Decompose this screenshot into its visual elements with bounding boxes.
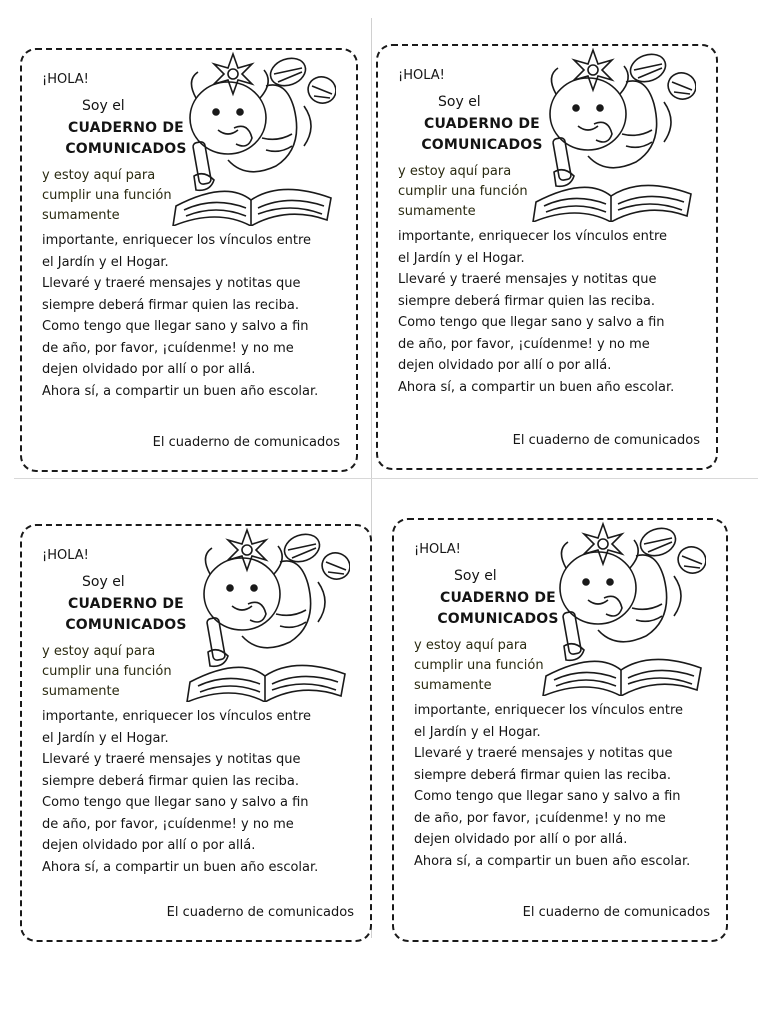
body-line: dejen olvidado por allí o por allá. <box>42 362 256 377</box>
signature: El cuaderno de comunicados <box>512 433 700 448</box>
cut-line-horizontal <box>14 478 758 479</box>
body-text <box>398 226 702 398</box>
body-line: importante, enriquecer los vínculos entre <box>414 703 684 718</box>
intro-soy: Soy el <box>82 98 125 114</box>
body-line: Llevaré y traeré mensajes y notitas que <box>42 752 301 767</box>
body-line: de año, por favor, ¡cuídenme! y no me <box>42 340 294 356</box>
intro-line: cumplir una función <box>42 664 172 679</box>
intro-line: y estoy aquí para <box>414 638 528 653</box>
title-line-1: CUADERNO DE <box>68 120 184 136</box>
body-line: siempre deberá firmar quien las reciba. <box>414 767 671 783</box>
title-line-2: COMUNICADOS <box>65 141 187 157</box>
body-line: Ahora sí, a compartir un buen año escolar. <box>398 379 675 395</box>
card-title <box>42 118 210 160</box>
notebook-card-2 <box>376 44 718 470</box>
body-line: Llevaré y traeré mensajes y notitas que <box>398 272 657 287</box>
notebook-card-1 <box>20 48 358 472</box>
body-line: dejen olvidado por allí o por allá. <box>42 838 256 853</box>
notebook-card-3 <box>20 524 372 942</box>
body-line: Como tengo que llegar sano y salvo a fin <box>42 795 309 810</box>
title-line-1: CUADERNO DE <box>440 590 556 606</box>
body-line: siempre deberá firmar quien las reciba. <box>398 293 655 309</box>
body-line: importante, enriquecer los vínculos entre <box>42 709 312 724</box>
body-line: el Jardín y el Hogar. <box>398 250 525 266</box>
intro-line: cumplir una función <box>414 658 544 673</box>
body-line: de año, por favor, ¡cuídenme! y no me <box>42 816 294 832</box>
intro-soy: Soy el <box>438 94 481 110</box>
body-line: importante, enriquecer los vínculos entre <box>42 233 312 248</box>
intro-soy: Soy el <box>82 574 125 590</box>
intro-line: y estoy aquí para <box>398 164 512 179</box>
body-line: el Jardín y el Hogar. <box>42 730 169 746</box>
intro-line: sumamente <box>42 684 120 699</box>
intro-line: sumamente <box>414 678 492 693</box>
greeting: ¡HOLA! <box>398 68 445 83</box>
body-text <box>414 700 712 872</box>
greeting: ¡HOLA! <box>42 72 89 87</box>
body-line: Como tengo que llegar sano y salvo a fin <box>42 319 309 334</box>
body-line: importante, enriquecer los vínculos entre <box>398 229 668 244</box>
body-text <box>42 706 356 878</box>
body-text <box>42 230 342 402</box>
title-line-1: CUADERNO DE <box>68 596 184 612</box>
intro-text <box>42 166 172 226</box>
card-title <box>414 588 582 630</box>
notebook-card-4 <box>392 518 728 942</box>
body-line: el Jardín y el Hogar. <box>414 724 541 740</box>
signature: El cuaderno de comunicados <box>152 435 340 450</box>
body-line: Ahora sí, a compartir un buen año escolar. <box>42 859 319 875</box>
body-line: el Jardín y el Hogar. <box>42 254 169 270</box>
body-line: Ahora sí, a compartir un buen año escolar. <box>42 383 319 399</box>
body-line: siempre deberá firmar quien las reciba. <box>42 297 299 313</box>
title-line-1: CUADERNO DE <box>424 116 540 132</box>
intro-line: y estoy aquí para <box>42 168 156 183</box>
intro-text <box>42 642 172 702</box>
body-line: de año, por favor, ¡cuídenme! y no me <box>398 336 650 352</box>
body-line: Como tengo que llegar sano y salvo a fin <box>414 789 681 804</box>
intro-line: y estoy aquí para <box>42 644 156 659</box>
greeting: ¡HOLA! <box>414 542 461 557</box>
greeting: ¡HOLA! <box>42 548 89 563</box>
title-line-2: COMUNICADOS <box>65 617 187 633</box>
signature: El cuaderno de comunicados <box>522 905 710 920</box>
intro-line: cumplir una función <box>42 188 172 203</box>
intro-line: cumplir una función <box>398 184 528 199</box>
body-line: Ahora sí, a compartir un buen año escolar. <box>414 853 691 869</box>
card-title <box>398 114 566 156</box>
title-line-2: COMUNICADOS <box>437 611 559 627</box>
body-line: dejen olvidado por allí o por allá. <box>398 358 612 373</box>
body-line: dejen olvidado por allí o por allá. <box>414 832 628 847</box>
signature: El cuaderno de comunicados <box>166 905 354 920</box>
card-title <box>42 594 210 636</box>
intro-text <box>398 162 528 222</box>
title-line-2: COMUNICADOS <box>421 137 543 153</box>
intro-soy: Soy el <box>454 568 497 584</box>
body-line: Como tengo que llegar sano y salvo a fin <box>398 315 665 330</box>
intro-line: sumamente <box>398 204 476 219</box>
intro-line: sumamente <box>42 208 120 223</box>
body-line: siempre deberá firmar quien las reciba. <box>42 773 299 789</box>
body-line: de año, por favor, ¡cuídenme! y no me <box>414 810 666 826</box>
body-line: Llevaré y traeré mensajes y notitas que <box>414 746 673 761</box>
body-line: Llevaré y traeré mensajes y notitas que <box>42 276 301 291</box>
intro-text <box>414 636 544 696</box>
